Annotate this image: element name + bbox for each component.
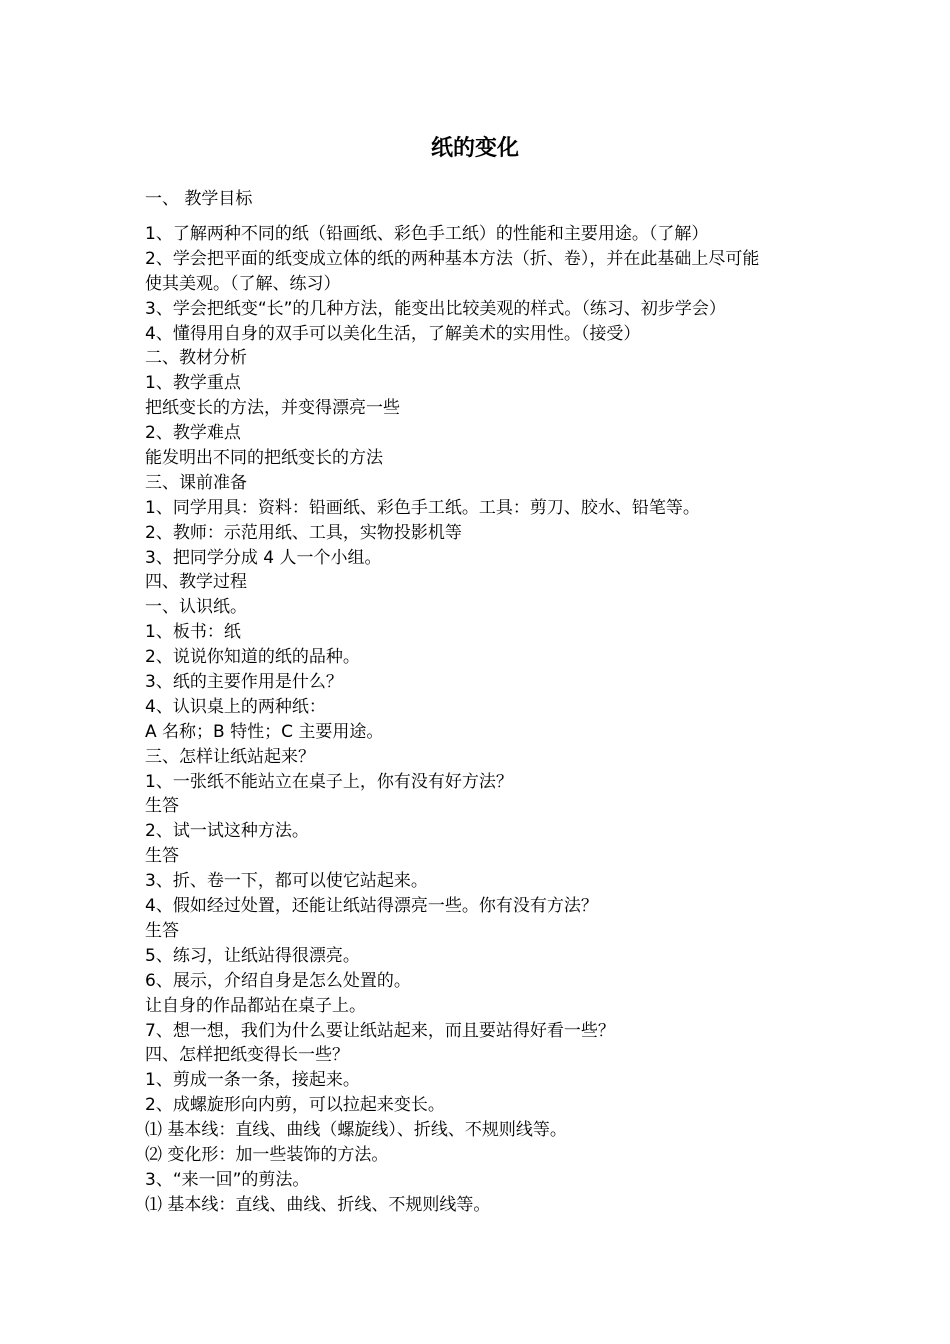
document-line: 2、学会把平面的纸变成立体的纸的两种基本方法（折、卷），并在此基础上尽可能: [145, 248, 760, 269]
document-line: 4、懂得用自身的双手可以美化生活，了解美术的实用性。（接受）: [145, 323, 641, 344]
document-body: [145, 222, 810, 1218]
document-line: 3、学会把纸变“长”的几种方法，能变出比较美观的样式。（练习、初步学会）: [145, 298, 726, 319]
section-heading-teaching-goals: 一、 教学目标: [145, 189, 253, 209]
document-line: 7、想一想，我们为什么要让纸站起来，而且要站得好看一些？: [145, 1020, 615, 1041]
document-line: 1、一张纸不能站立在桌子上，你有没有好方法？: [145, 771, 513, 792]
document-line: 1、板书：纸: [145, 622, 241, 643]
document-line: 生答: [145, 796, 179, 817]
document-line: 生答: [145, 846, 179, 867]
document-line: ⑴ 基本线：直线、曲线（螺旋线）、折线、不规则线等。: [145, 1120, 567, 1141]
document-line: 3、折、卷一下，都可以使它站起来。: [145, 871, 428, 892]
document-line: 2、教师：示范用纸、工具，实物投影机等: [145, 522, 462, 543]
document-line: 三、怎样让纸站起来？: [145, 746, 315, 767]
document-line: 三、课前准备: [145, 472, 247, 493]
document-line: 让自身的作品都站在桌子上。: [145, 995, 366, 1016]
document-line: 4、认识桌上的两种纸：: [145, 696, 326, 717]
document-line: 使其美观。（了解、练习）: [145, 273, 341, 294]
document-line: 二、教材分析: [145, 348, 247, 369]
document-line: ⑵ 变化形：加一些装饰的方法。: [145, 1144, 389, 1165]
document-line: ⑴ 基本线：直线、曲线、折线、不规则线等。: [145, 1194, 491, 1215]
document-line: A 名称；B 特性；C 主要用途。: [145, 721, 384, 742]
document-line: 1、了解两种不同的纸（铅画纸、彩色手工纸）的性能和主要用途。（了解）: [145, 224, 709, 244]
document-line: 6、展示，介绍自身是怎么处置的。: [145, 970, 411, 991]
document-line: 一、认识纸。: [145, 597, 247, 618]
document-line: 2、说说你知道的纸的品种。: [145, 647, 360, 668]
document-line: 2、教学难点: [145, 423, 241, 444]
document-line: 生答: [145, 920, 179, 941]
document-line: 把纸变长的方法，并变得漂亮一些: [145, 398, 400, 419]
document-line: 四、教学过程: [145, 572, 247, 593]
document-line: 能发明出不同的把纸变长的方法: [145, 448, 383, 469]
document-line: 1、剪成一条一条，接起来。: [145, 1070, 360, 1091]
document-line: 3、把同学分成 4 人一个小组。: [145, 547, 382, 568]
document-line: 2、成螺旋形向内剪，可以拉起来变长。: [145, 1095, 445, 1116]
document-line: 5、练习，让纸站得很漂亮。: [145, 945, 360, 966]
document-line: 3、纸的主要作用是什么？: [145, 672, 343, 693]
document-line: 1、教学重点: [145, 373, 241, 394]
document-line: 2、试一试这种方法。: [145, 821, 309, 842]
document-line: 1、同学用具：资料：铅画纸、彩色手工纸。工具：剪刀、胶水、铅笔等。: [145, 497, 700, 518]
document-title: 纸的变化: [430, 136, 519, 161]
document-line: 3、“来一回”的剪法。: [145, 1169, 310, 1190]
document-line: 四、怎样把纸变得长一些？: [145, 1045, 349, 1066]
document-line: 4、假如经过处置，还能让纸站得漂亮一些。你有没有方法？: [145, 896, 598, 917]
